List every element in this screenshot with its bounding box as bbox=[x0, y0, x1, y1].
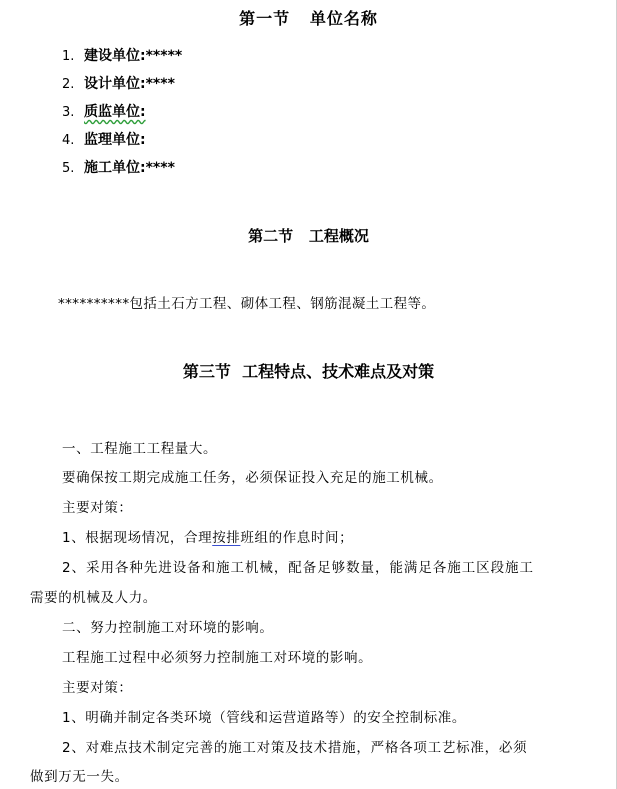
point-one-text: 要确保按工期完成施工任务，必须保证投入充足的施工机械。 bbox=[62, 470, 443, 486]
section3-heading: 第三节 工程特点、技术难点及对策 bbox=[182, 362, 435, 381]
unit-item-supervision bbox=[62, 128, 182, 156]
measure-2-1: 1、明确并制定各类环境（管线和运营道路等）的安全控制标准。 bbox=[62, 710, 466, 726]
list-number: 1. bbox=[62, 49, 75, 64]
measure-1-2: 2、采用各种先进设备和施工机械，配备足够数量，能满足各施工区段施工 bbox=[62, 560, 534, 576]
list-number: 5. bbox=[62, 161, 75, 176]
unit-label: 建设单位: bbox=[84, 48, 146, 64]
measure-2-2-continued: 做到万无一失。 bbox=[30, 769, 129, 785]
unit-label: 施工单位: bbox=[84, 160, 146, 176]
unit-list bbox=[62, 44, 182, 184]
list-number: 2. bbox=[62, 77, 75, 92]
point-two-text: 工程施工过程中必须努力控制施工对环境的影响。 bbox=[62, 650, 373, 666]
measure-text: 1、根据现场情况，合理 bbox=[62, 530, 213, 546]
point-two-heading: 二、努力控制施工对环境的影响。 bbox=[62, 620, 274, 636]
list-number: 3. bbox=[62, 105, 75, 120]
unit-item-construction bbox=[62, 44, 182, 72]
unit-item-contractor bbox=[62, 156, 182, 184]
measure-1-1 bbox=[62, 526, 353, 546]
measure-1-2-continued: 需要的机械及人力。 bbox=[30, 590, 157, 606]
section1-heading: 第一节 单位名称 bbox=[239, 9, 378, 28]
point-one-heading: 一、工程施工工程量大。 bbox=[62, 441, 218, 457]
overview-text: **********包括土石方工程、砌体工程、钢筋混凝土工程等。 bbox=[58, 296, 436, 312]
unit-label: 质监单位: bbox=[84, 104, 146, 120]
unit-label: 监理单位: bbox=[84, 132, 146, 148]
unit-value: **** bbox=[145, 76, 175, 92]
measure-text: 班组的作息时间； bbox=[240, 530, 354, 546]
measures-label-one: 主要对策： bbox=[62, 500, 133, 516]
measure-2-2: 2、对难点技术制定完善的施工对策及技术措施，严格各项工艺标准，必须 bbox=[62, 740, 528, 756]
unit-item-quality-supervision bbox=[62, 100, 182, 128]
section2-heading: 第二节 工程概况 bbox=[248, 227, 369, 245]
unit-label: 设计单位: bbox=[84, 76, 146, 92]
list-number: 4. bbox=[62, 133, 75, 148]
unit-value: **** bbox=[145, 160, 175, 176]
unit-item-design bbox=[62, 72, 182, 100]
measures-label-two: 主要对策： bbox=[62, 680, 133, 696]
unit-value: ***** bbox=[145, 48, 183, 64]
underlined-word: 按排 bbox=[212, 530, 241, 546]
